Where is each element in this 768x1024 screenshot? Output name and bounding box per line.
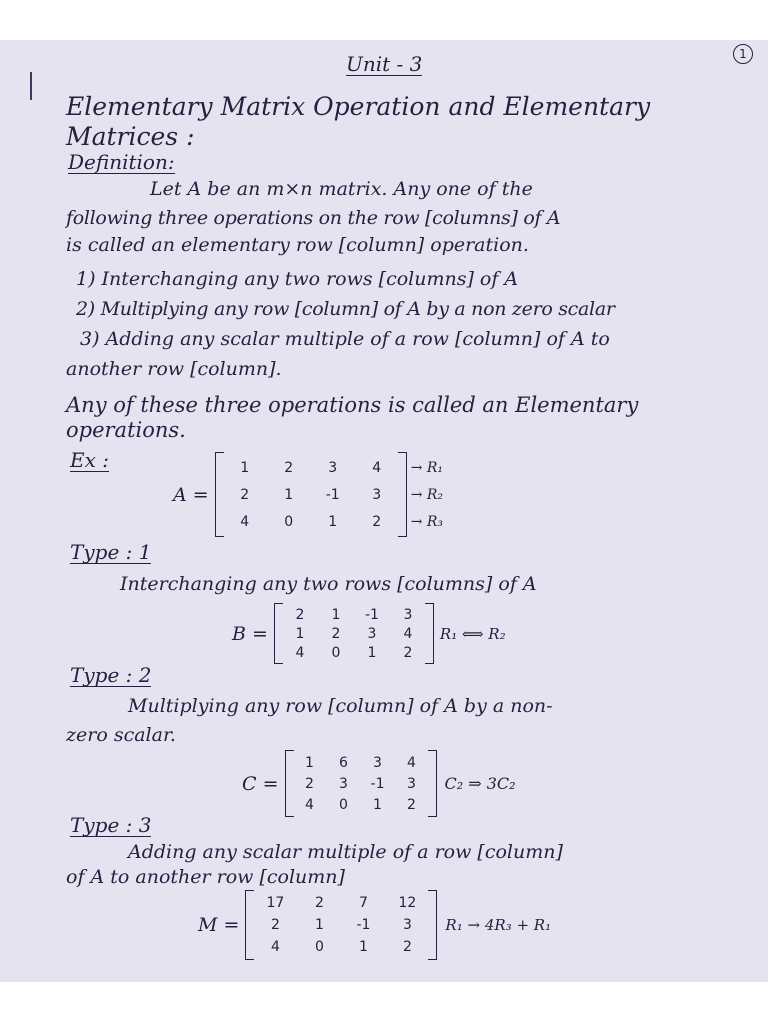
operation-3-continued: another row [column]. <box>66 358 282 380</box>
type-1-operation: R₁ ⟺ R₂ <box>439 624 506 643</box>
matrix-cell: 4 <box>240 513 250 530</box>
matrix-cell: 1 <box>314 917 324 933</box>
type-1-label: Type : 1 <box>70 540 152 564</box>
type-3-line-2: of A to another row [column] <box>66 866 345 888</box>
matrix-cell: 3 <box>402 917 412 933</box>
matrix-cell: 1 <box>240 459 250 476</box>
matrix-cell: 0 <box>331 644 341 661</box>
definition-line-2: following three operations on the row [columns] of A <box>66 207 561 229</box>
matrix-cell: 4 <box>295 644 305 661</box>
matrix-a-brackets <box>215 452 407 537</box>
matrix-cell: 3 <box>328 459 338 476</box>
matrix-cell: 3 <box>367 625 377 642</box>
matrix-cell: 1 <box>331 606 341 623</box>
heading-line-2: Matrices : <box>66 122 195 151</box>
summary-line-1: Any of these three operations is called an Elementary <box>66 393 639 417</box>
matrix-c-name: C = <box>242 772 279 795</box>
matrix-cell: 3 <box>403 606 413 623</box>
matrix-cell: 1 <box>373 796 382 813</box>
type-3-operation: R₁ → 4R₃ + R₁ <box>445 916 552 934</box>
matrix-b-brackets <box>274 603 434 664</box>
row-label-r1: → R₁ <box>410 459 444 476</box>
operation-3: 3) Adding any scalar multiple of a row [column] of A to <box>80 328 610 350</box>
matrix-cell: 2 <box>240 486 250 503</box>
example-label: Ex : <box>70 448 109 472</box>
type-3-line-1: Adding any scalar multiple of a row [column] <box>128 841 563 863</box>
definition-label: Definition: <box>68 150 175 174</box>
matrix-b-name: B = <box>232 622 268 645</box>
matrix-cell: 2 <box>331 625 341 642</box>
matrix-cell: 3 <box>372 486 382 503</box>
operation-1: 1) Interchanging any two rows [columns] of A <box>76 268 519 290</box>
unit-title: Unit - 3 <box>346 52 423 76</box>
matrix-cell: 0 <box>314 939 324 955</box>
matrix-cell: 17 <box>266 895 285 911</box>
matrix-cell: 3 <box>339 775 348 792</box>
matrix-cell: 6 <box>339 754 348 771</box>
type-2-line-2: zero scalar. <box>66 724 176 746</box>
summary-line-2: operations. <box>66 418 186 442</box>
matrix-cell: -1 <box>325 486 340 503</box>
matrix-cell: -1 <box>370 775 385 792</box>
matrix-cell: 2 <box>284 459 294 476</box>
matrix-b-table <box>282 605 426 662</box>
matrix-cell: 3 <box>373 754 382 771</box>
matrix-cell: 1 <box>358 939 368 955</box>
matrix-m <box>198 890 551 960</box>
matrix-cell: 2 <box>403 644 413 661</box>
matrix-cell: 2 <box>314 895 324 911</box>
margin-line <box>30 72 32 100</box>
matrix-cell: 4 <box>270 939 280 955</box>
matrix-cell: 0 <box>339 796 348 813</box>
definition-line-3: is called an elementary row [column] operation. <box>66 234 529 256</box>
matrix-cell: 7 <box>358 895 368 911</box>
matrix-m-table <box>253 892 429 958</box>
matrix-a <box>173 452 443 537</box>
type-1-text: Interchanging any two rows [columns] of A <box>120 573 537 595</box>
matrix-cell: 4 <box>403 625 413 642</box>
matrix-c-brackets <box>285 750 437 817</box>
matrix-cell: 2 <box>295 606 305 623</box>
matrix-a-name: A = <box>173 483 209 506</box>
page-number: 1 <box>733 44 753 64</box>
matrix-cell: 4 <box>305 796 314 813</box>
matrix-cell: 2 <box>305 775 314 792</box>
matrix-cell: 2 <box>270 917 280 933</box>
row-label-r3: → R₃ <box>410 513 444 530</box>
matrix-cell: -1 <box>364 606 379 623</box>
matrix-cell: 3 <box>407 775 416 792</box>
matrix-c <box>242 750 516 817</box>
matrix-cell: 2 <box>372 513 382 530</box>
matrix-cell: 2 <box>407 796 416 813</box>
matrix-cell: 4 <box>407 754 416 771</box>
type-2-line-1: Multiplying any row [column] of A by a non- <box>128 695 553 717</box>
matrix-b <box>232 603 506 664</box>
matrix-m-brackets <box>245 890 437 960</box>
operation-2: 2) Multiplying any row [column] of A by a non zero scalar <box>76 298 615 320</box>
matrix-cell: 0 <box>284 513 294 530</box>
type-3-label: Type : 3 <box>70 813 152 837</box>
matrix-a-table <box>223 454 399 535</box>
matrix-cell: 1 <box>295 625 305 642</box>
matrix-c-table <box>293 752 429 815</box>
row-label-r2: → R₂ <box>410 486 444 503</box>
matrix-cell: 12 <box>398 895 417 911</box>
matrix-cell: 4 <box>372 459 382 476</box>
matrix-cell: 1 <box>305 754 314 771</box>
matrix-cell: 1 <box>367 644 377 661</box>
row-labels <box>411 454 443 535</box>
type-2-label: Type : 2 <box>70 663 152 687</box>
matrix-cell: 1 <box>284 486 294 503</box>
definition-line-1: Let A be an m×n matrix. Any one of the <box>150 178 533 200</box>
matrix-cell: 2 <box>402 939 412 955</box>
matrix-cell: 1 <box>328 513 338 530</box>
heading-line-1: Elementary Matrix Operation and Elementary <box>66 92 651 121</box>
type-2-operation: C₂ ⇒ 3C₂ <box>444 774 516 793</box>
matrix-m-name: M = <box>198 914 240 936</box>
matrix-cell: -1 <box>356 917 371 933</box>
